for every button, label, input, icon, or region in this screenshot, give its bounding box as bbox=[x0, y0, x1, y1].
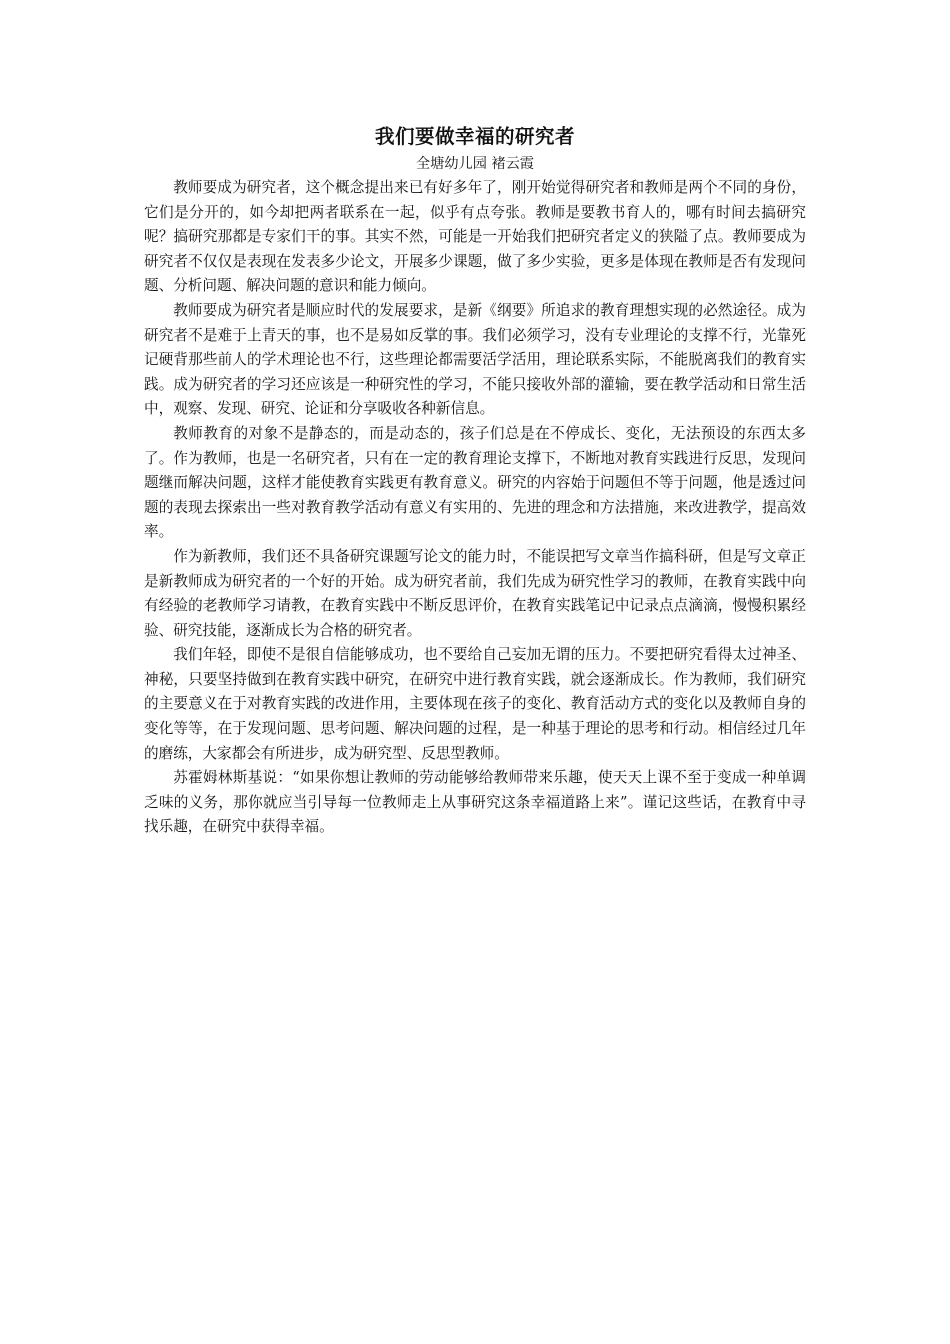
paragraph-4: 作为新教师，我们还不具备研究课题写论文的能力时，不能误把写文章当作搞科研，但是写文章正是新教师成为研究者的一个好的开始。成为研究者前，我们先成为研究性学习的教师，在教育实践中向有经验的老教师学习请教，在教育实践中不断反思评价，在教育实践笔记中记录点点滴滴，慢慢积累经验、研究技能，逐渐成长为合格的研究者。 bbox=[144, 547, 806, 639]
article bbox=[144, 122, 806, 840]
article-title: 我们要做幸福的研究者 bbox=[374, 125, 575, 148]
author-byline: 全塘幼儿园 褚云霞 bbox=[415, 156, 534, 172]
paragraph-5: 我们年轻，即使不是很自信能够成功，也不要给自己妄加无谓的压力。不要把研究看得太过神圣、神秘，只要坚持做到在教育实践中研究，在研究中进行教育实践，就会逐渐成长。作为教师，我们研究的主要意义在于对教育实践的改进作用，主要体现在孩子的变化、教育活动方式的变化以及教师自身的变化等等，在于发现问题、思考问题、解决问题的过程，是一种基于理论的思考和行动。相信经过几年的磨练，大家都会有所进步，成为研究型、反思型教师。 bbox=[144, 646, 806, 762]
paragraph-3: 教师教育的对象不是静态的，而是动态的，孩子们总是在不停成长、变化，无法预设的东西太多了。作为教师，也是一名研究者，只有在一定的教育理论支撑下，不断地对教育实践进行反思，发现问题继而解决问题，这样才能使教育实践更有教育意义。研究的内容始于问题但不等于问题，他是透过问题的表现去探索出一些对教育教学活动有意义有实用的、先进的理念和方法措施，来改进教学，提高效率。 bbox=[144, 424, 806, 541]
paragraph-1: 教师要成为研究者，这个概念提出来已有好多年了，刚开始觉得研究者和教师是两个不同的身份，它们是分开的，如今却把两者联系在一起，似乎有点夸张。教师是要教书育人的，哪有时间去搞研究呢？搞研究那都是专家们干的事。其实不然，可能是一开始我们把研究者定义的狭隘了点。教师要成为研究者不仅仅是表现在发表多少论文，开展多少课题，做了多少实验，更多是体现在教师是否有发现问题、分析问题、解决问题的意识和能力倾向。 bbox=[144, 179, 806, 295]
paragraph-6: 苏霍姆林斯基说：“如果你想让教师的劳动能够给教师带来乐趣，使天天上课不至于变成一种单调乏味的义务，那你就应当引导每一位教师走上从事研究这条幸福道路上来”。谨记这些话，在教育中寻找乐趣，在研究中获得幸福。 bbox=[144, 769, 806, 836]
paragraph-2: 教师要成为研究者是顺应时代的发展要求，是新《纲要》所追求的教育理想实现的必然途径。成为研究者不是难于上青天的事，也不是易如反掌的事。我们必须学习，没有专业理论的支撑不行，光靠死记硬背那些前人的学术理论也不行，这些理论都需要活学活用，理论联系实际，不能脱离我们的教育实践。成为研究者的学习还应该是一种研究性的学习，不能只接收外部的灌输，要在教学活动和日常生活中，观察、发现、研究、论证和分享吸收各种新信息。 bbox=[144, 301, 806, 418]
